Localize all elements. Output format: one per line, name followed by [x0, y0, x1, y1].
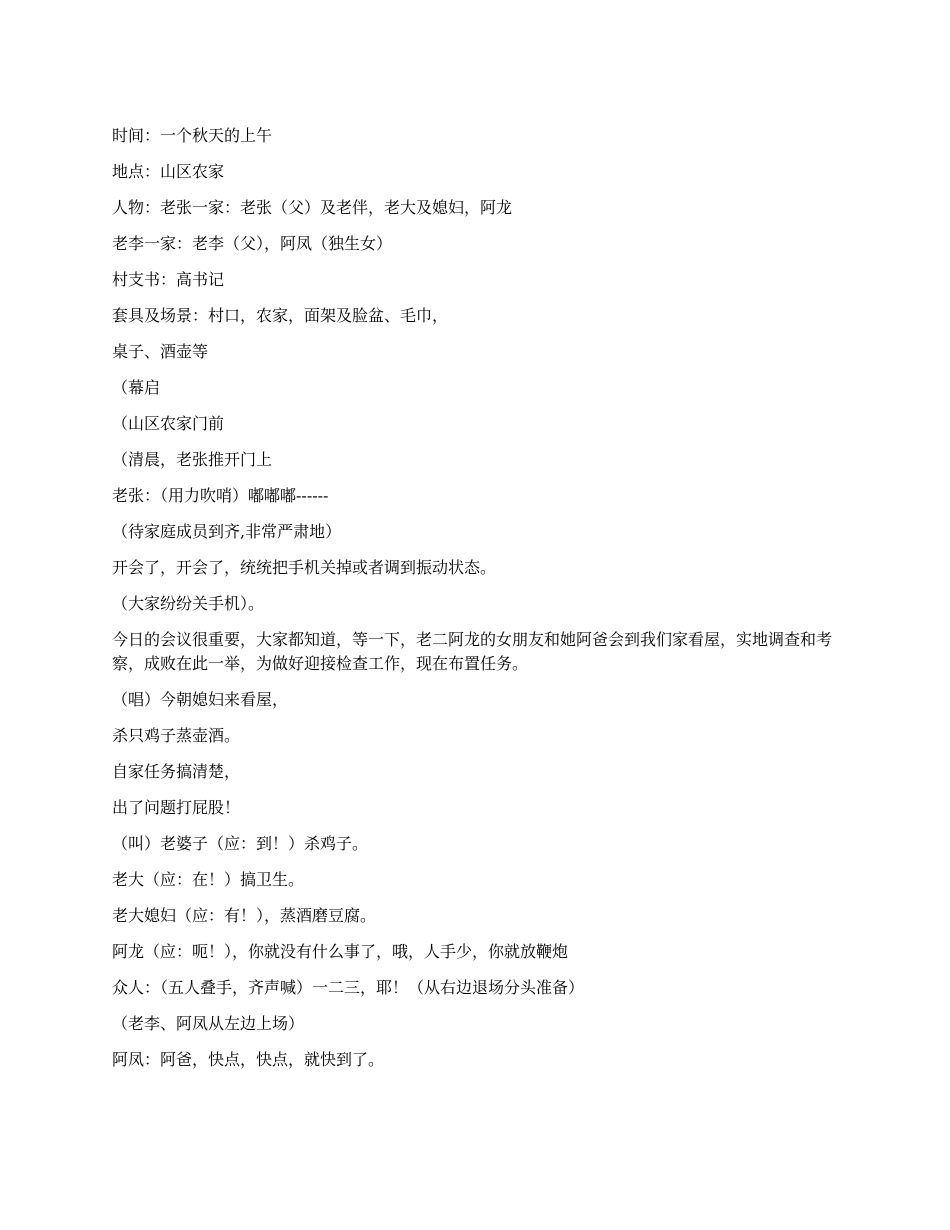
characters-line: 人物：老张一家：老张（父）及老伴，老大及媳妇，阿龙: [112, 198, 513, 217]
dialogue-line: 老大（应：在！）搞卫生。: [112, 870, 305, 889]
stage-direction: （幕启: [112, 378, 161, 397]
dialogue-line: （叫）老婆子（应：到！）杀鸡子。: [112, 834, 369, 853]
dialogue-line: 众人：（五人叠手，齐声喊）一二三，耶！（从右边退场分头准备）: [112, 978, 585, 997]
time-line: 时间：一个秋天的上午: [112, 126, 273, 145]
stage-direction: （待家庭成员到齐,非常严肃地）: [112, 522, 342, 541]
stage-direction: （老李、阿凤从左边上场）: [112, 1014, 305, 1033]
song-line: 自家任务搞清楚，: [112, 762, 241, 781]
document-body: [112, 124, 842, 1084]
place-line: 地点：山区农家: [112, 162, 225, 181]
characters-line: 老李一家：老李（父），阿凤（独生女）: [112, 234, 393, 253]
dialogue-line: 今日的会议很重要，大家都知道，等一下，老二阿龙的女朋友和她阿爸会到我们家看屋，实地调查和考察，成败在此一举，为做好迎接检查工作，现在布置任务。: [112, 630, 833, 673]
characters-line: 村支书：高书记: [112, 270, 225, 289]
song-line: 杀只鸡子蒸壶酒。: [112, 726, 241, 745]
song-line: 出了问题打屁股！: [112, 798, 241, 817]
stage-direction: （大家纷纷关手机）。: [112, 594, 265, 613]
stage-direction: （山区农家门前: [112, 414, 225, 433]
dialogue-line: 老大媳妇（应：有！），蒸酒磨豆腐。: [112, 906, 377, 925]
dialogue-line: 阿龙（应：呃！），你就没有什么事了，哦，人手少，你就放鞭炮: [112, 942, 569, 961]
props-line: 套具及场景：村口，农家，面架及脸盆、毛巾，: [112, 306, 449, 325]
dialogue-line: 老张：（用力吹哨）嘟嘟嘟------: [112, 486, 329, 505]
stage-direction: （清晨，老张推开门上: [112, 450, 273, 469]
dialogue-line: 开会了，开会了，统统把手机关掉或者调到振动状态。: [112, 558, 497, 577]
props-line: 桌子、酒壶等: [112, 342, 209, 361]
song-line: （唱）今朝媳妇来看屋，: [112, 690, 289, 709]
dialogue-line: 阿凤：阿爸，快点，快点，就快到了。: [112, 1050, 385, 1069]
